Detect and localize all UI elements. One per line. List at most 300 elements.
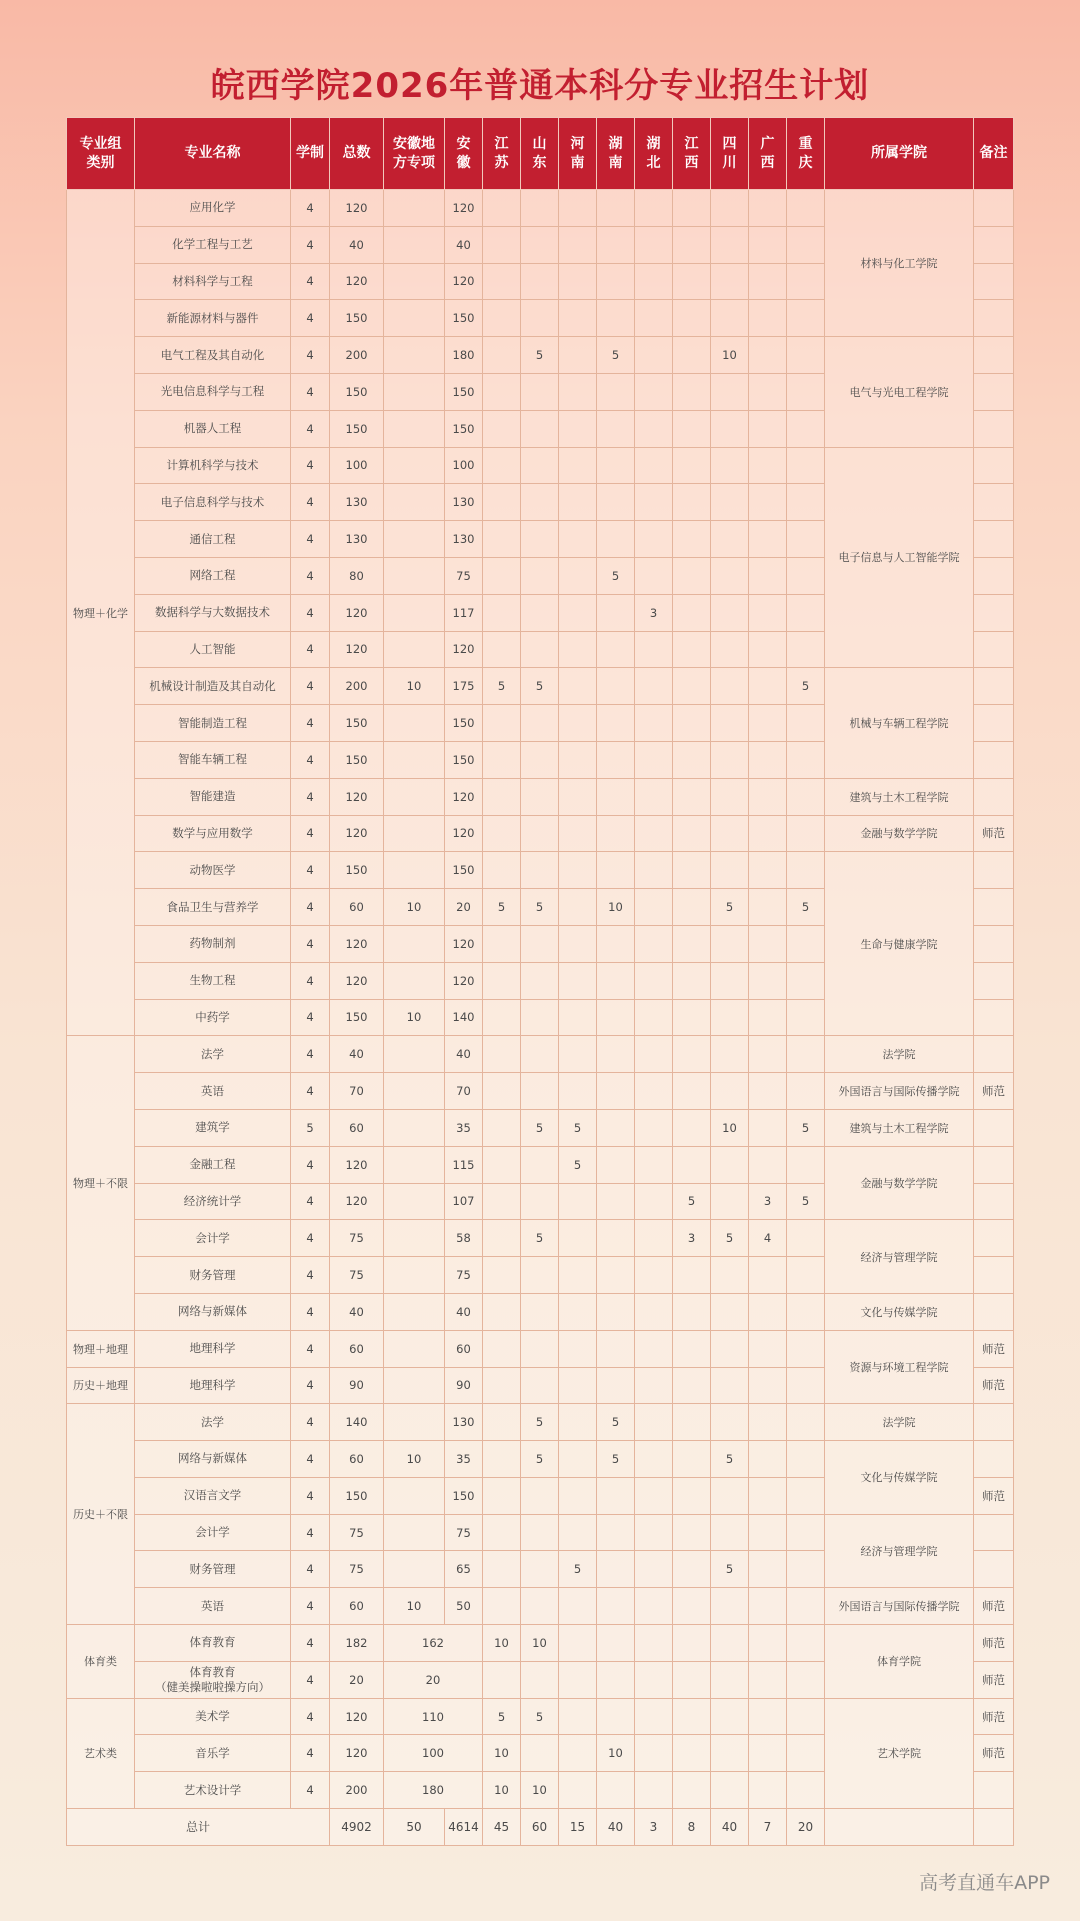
- province-quota-cell: [711, 741, 749, 778]
- province-quota-cell: [711, 1404, 749, 1441]
- totals-province: 15: [559, 1809, 597, 1846]
- province-quota-cell: [635, 1367, 673, 1404]
- province-quota-cell: [787, 1146, 825, 1183]
- table-row: [67, 1293, 1014, 1330]
- province-quota-cell: [635, 999, 673, 1036]
- totals-anhui: 4614: [445, 1809, 483, 1846]
- province-quota-cell: [483, 962, 521, 999]
- table-row: [67, 1146, 1014, 1183]
- note-cell: [974, 373, 1014, 410]
- province-quota-cell: [521, 226, 559, 263]
- province-quota-cell: [483, 815, 521, 852]
- province-quota-cell: [673, 1772, 711, 1809]
- table-row: [67, 1625, 1014, 1662]
- major-name-cell: 地理科学: [135, 1330, 291, 1367]
- anhui-cell: 150: [445, 1477, 483, 1514]
- province-quota-cell: [749, 962, 787, 999]
- totals-province: 60: [521, 1809, 559, 1846]
- province-quota-cell: [597, 1514, 635, 1551]
- province-quota-cell: 5: [559, 1109, 597, 1146]
- province-quota-cell: [521, 1183, 559, 1220]
- note-cell: [974, 1772, 1014, 1809]
- province-quota-cell: [635, 962, 673, 999]
- anhui-merged-cell: 162: [384, 1625, 483, 1662]
- province-quota-cell: [787, 447, 825, 484]
- note-cell: [974, 631, 1014, 668]
- province-quota-cell: [521, 1514, 559, 1551]
- anhui-cell: 150: [445, 852, 483, 889]
- watermark: 高考直通车APP: [919, 1872, 1050, 1894]
- province-quota-cell: [483, 1293, 521, 1330]
- province-quota-cell: [673, 410, 711, 447]
- province-quota-cell: [635, 889, 673, 926]
- province-quota-cell: [597, 962, 635, 999]
- province-quota-cell: [749, 410, 787, 447]
- header-province: 湖 北: [635, 118, 673, 190]
- province-quota-cell: 4: [749, 1220, 787, 1257]
- province-quota-cell: [597, 594, 635, 631]
- major-name-cell: 艺术设计学: [135, 1772, 291, 1809]
- anhui-cell: 107: [445, 1183, 483, 1220]
- note-cell: [974, 263, 1014, 300]
- province-quota-cell: [521, 815, 559, 852]
- province-quota-cell: [787, 300, 825, 337]
- province-quota-cell: [749, 1441, 787, 1478]
- total-cell: 200: [330, 1772, 384, 1809]
- province-quota-cell: [711, 1735, 749, 1772]
- total-cell: 200: [330, 668, 384, 705]
- province-quota-cell: 5: [521, 1404, 559, 1441]
- major-name-cell: 网络与新媒体: [135, 1441, 291, 1478]
- province-quota-cell: [787, 373, 825, 410]
- province-quota-cell: [711, 263, 749, 300]
- province-quota-cell: [673, 337, 711, 374]
- province-quota-cell: [483, 447, 521, 484]
- total-cell: 70: [330, 1073, 384, 1110]
- province-quota-cell: [673, 226, 711, 263]
- anhui-special-cell: [384, 1073, 445, 1110]
- years-cell: 4: [291, 1661, 330, 1698]
- total-cell: 40: [330, 1293, 384, 1330]
- province-quota-cell: [521, 557, 559, 594]
- anhui-special-cell: [384, 1404, 445, 1441]
- province-quota-cell: [521, 373, 559, 410]
- province-quota-cell: [673, 1146, 711, 1183]
- province-quota-cell: 5: [483, 668, 521, 705]
- province-quota-cell: [711, 705, 749, 742]
- province-quota-cell: [749, 1073, 787, 1110]
- province-quota-cell: [483, 1514, 521, 1551]
- province-quota-cell: [483, 1146, 521, 1183]
- header-province: 江 苏: [483, 118, 521, 190]
- province-quota-cell: [673, 1257, 711, 1294]
- major-name-cell: 建筑学: [135, 1109, 291, 1146]
- anhui-cell: 75: [445, 1257, 483, 1294]
- totals-total: 4902: [330, 1809, 384, 1846]
- total-cell: 75: [330, 1514, 384, 1551]
- province-quota-cell: [597, 1661, 635, 1698]
- anhui-special-cell: [384, 1477, 445, 1514]
- province-quota-cell: [559, 1330, 597, 1367]
- total-cell: 120: [330, 190, 384, 227]
- province-quota-cell: 5: [483, 1698, 521, 1735]
- province-quota-cell: [635, 190, 673, 227]
- province-quota-cell: [635, 1146, 673, 1183]
- province-quota-cell: [787, 521, 825, 558]
- province-quota-cell: [483, 190, 521, 227]
- major-name-cell: 通信工程: [135, 521, 291, 558]
- anhui-cell: 120: [445, 190, 483, 227]
- college-cell: 电子信息与人工智能学院: [825, 447, 974, 668]
- province-quota-cell: [749, 1293, 787, 1330]
- anhui-cell: 180: [445, 337, 483, 374]
- group-category-cell: 物理＋地理: [67, 1330, 135, 1367]
- college-cell: 外国语言与国际传播学院: [825, 1588, 974, 1625]
- note-cell: [974, 925, 1014, 962]
- major-name-cell: 电子信息科学与技术: [135, 484, 291, 521]
- province-quota-cell: [787, 631, 825, 668]
- province-quota-cell: [749, 594, 787, 631]
- province-quota-cell: [711, 373, 749, 410]
- province-quota-cell: [749, 1257, 787, 1294]
- years-cell: 4: [291, 1293, 330, 1330]
- anhui-cell: 100: [445, 447, 483, 484]
- years-cell: 4: [291, 705, 330, 742]
- years-cell: 4: [291, 999, 330, 1036]
- total-cell: 120: [330, 1183, 384, 1220]
- province-quota-cell: [521, 962, 559, 999]
- province-quota-cell: [521, 410, 559, 447]
- major-name-cell: 地理科学: [135, 1367, 291, 1404]
- province-quota-cell: [521, 1588, 559, 1625]
- note-cell: 师范: [974, 1625, 1014, 1662]
- province-quota-cell: [749, 999, 787, 1036]
- province-quota-cell: [521, 1735, 559, 1772]
- province-quota-cell: [749, 631, 787, 668]
- anhui-special-cell: [384, 337, 445, 374]
- totals-province: 8: [673, 1809, 711, 1846]
- years-cell: 4: [291, 1735, 330, 1772]
- province-quota-cell: [559, 852, 597, 889]
- anhui-special-cell: [384, 1220, 445, 1257]
- province-quota-cell: 5: [483, 889, 521, 926]
- province-quota-cell: [787, 741, 825, 778]
- province-quota-cell: [559, 1183, 597, 1220]
- table-row: [67, 778, 1014, 815]
- years-cell: 4: [291, 1330, 330, 1367]
- province-quota-cell: [749, 778, 787, 815]
- years-cell: 4: [291, 373, 330, 410]
- province-quota-cell: [597, 1698, 635, 1735]
- anhui-special-cell: [384, 1183, 445, 1220]
- province-quota-cell: [711, 1661, 749, 1698]
- anhui-cell: 175: [445, 668, 483, 705]
- total-cell: 140: [330, 1404, 384, 1441]
- province-quota-cell: [597, 484, 635, 521]
- note-cell: [974, 1036, 1014, 1073]
- province-quota-cell: [673, 705, 711, 742]
- province-quota-cell: [787, 1036, 825, 1073]
- province-quota-cell: [787, 190, 825, 227]
- years-cell: 4: [291, 1772, 330, 1809]
- anhui-special-cell: [384, 705, 445, 742]
- province-quota-cell: [635, 1404, 673, 1441]
- totals-college: [825, 1809, 974, 1846]
- province-quota-cell: [711, 1146, 749, 1183]
- years-cell: 4: [291, 1183, 330, 1220]
- anhui-merged-cell: 20: [384, 1661, 483, 1698]
- province-quota-cell: [597, 1073, 635, 1110]
- province-quota-cell: [673, 447, 711, 484]
- major-name-cell: 计算机科学与技术: [135, 447, 291, 484]
- province-quota-cell: [521, 741, 559, 778]
- college-cell: 文化与传媒学院: [825, 1441, 974, 1515]
- note-cell: [974, 741, 1014, 778]
- anhui-cell: 58: [445, 1220, 483, 1257]
- years-cell: 4: [291, 1477, 330, 1514]
- total-cell: 90: [330, 1367, 384, 1404]
- total-cell: 120: [330, 263, 384, 300]
- province-quota-cell: [749, 1661, 787, 1698]
- province-quota-cell: [483, 999, 521, 1036]
- province-quota-cell: [635, 1588, 673, 1625]
- note-cell: 师范: [974, 815, 1014, 852]
- province-quota-cell: [521, 925, 559, 962]
- group-category-cell: 艺术类: [67, 1698, 135, 1808]
- province-quota-cell: [635, 1477, 673, 1514]
- province-quota-cell: [787, 1735, 825, 1772]
- anhui-special-cell: [384, 778, 445, 815]
- province-quota-cell: 5: [787, 889, 825, 926]
- anhui-cell: 150: [445, 705, 483, 742]
- province-quota-cell: [787, 1772, 825, 1809]
- province-quota-cell: [559, 557, 597, 594]
- province-quota-cell: [559, 1367, 597, 1404]
- anhui-merged-cell: 180: [384, 1772, 483, 1809]
- header-province: 河 南: [559, 118, 597, 190]
- anhui-special-cell: [384, 300, 445, 337]
- province-quota-cell: [711, 852, 749, 889]
- province-quota-cell: [787, 962, 825, 999]
- province-quota-cell: [559, 1514, 597, 1551]
- province-quota-cell: 10: [711, 1109, 749, 1146]
- anhui-merged-cell: 110: [384, 1698, 483, 1735]
- anhui-cell: 150: [445, 410, 483, 447]
- province-quota-cell: [483, 1588, 521, 1625]
- province-quota-cell: [521, 778, 559, 815]
- header-province: 山 东: [521, 118, 559, 190]
- province-quota-cell: [521, 190, 559, 227]
- province-quota-cell: [711, 594, 749, 631]
- enrollment-plan-table: [66, 117, 1014, 1846]
- total-cell: 150: [330, 741, 384, 778]
- total-cell: 120: [330, 1735, 384, 1772]
- province-quota-cell: [559, 337, 597, 374]
- province-quota-cell: [787, 1330, 825, 1367]
- major-name-cell: 智能车辆工程: [135, 741, 291, 778]
- province-quota-cell: [597, 1477, 635, 1514]
- province-quota-cell: 5: [597, 1441, 635, 1478]
- anhui-cell: 35: [445, 1441, 483, 1478]
- province-quota-cell: [673, 1109, 711, 1146]
- anhui-special-cell: 10: [384, 889, 445, 926]
- province-quota-cell: [787, 1441, 825, 1478]
- table-row: [67, 1404, 1014, 1441]
- province-quota-cell: [635, 741, 673, 778]
- major-name-cell: 英语: [135, 1073, 291, 1110]
- note-cell: 师范: [974, 1073, 1014, 1110]
- anhui-cell: 120: [445, 263, 483, 300]
- province-quota-cell: [673, 1073, 711, 1110]
- province-quota-cell: 10: [521, 1625, 559, 1662]
- anhui-cell: 35: [445, 1109, 483, 1146]
- years-cell: 4: [291, 668, 330, 705]
- province-quota-cell: [711, 1514, 749, 1551]
- note-cell: [974, 1441, 1014, 1478]
- province-quota-cell: [597, 1109, 635, 1146]
- major-name-cell: 机械设计制造及其自动化: [135, 668, 291, 705]
- province-quota-cell: [711, 1698, 749, 1735]
- province-quota-cell: [521, 447, 559, 484]
- province-quota-cell: 5: [711, 1220, 749, 1257]
- province-quota-cell: [521, 1330, 559, 1367]
- note-cell: [974, 999, 1014, 1036]
- anhui-cell: 150: [445, 741, 483, 778]
- province-quota-cell: 5: [521, 1441, 559, 1478]
- total-cell: 60: [330, 1441, 384, 1478]
- province-quota-cell: [711, 925, 749, 962]
- province-quota-cell: [787, 594, 825, 631]
- province-quota-cell: [635, 668, 673, 705]
- province-quota-cell: [597, 631, 635, 668]
- province-quota-cell: [635, 1220, 673, 1257]
- total-cell: 60: [330, 1330, 384, 1367]
- province-quota-cell: [673, 263, 711, 300]
- province-quota-cell: [635, 1293, 673, 1330]
- header-years: 学制: [291, 118, 330, 190]
- province-quota-cell: [673, 373, 711, 410]
- province-quota-cell: 10: [521, 1772, 559, 1809]
- anhui-cell: 70: [445, 1073, 483, 1110]
- table-row: [67, 815, 1014, 852]
- major-name-cell: 法学: [135, 1036, 291, 1073]
- province-quota-cell: [597, 1625, 635, 1662]
- province-quota-cell: [673, 484, 711, 521]
- province-quota-cell: [749, 1588, 787, 1625]
- province-quota-cell: [749, 1109, 787, 1146]
- province-quota-cell: [749, 190, 787, 227]
- province-quota-cell: [711, 1588, 749, 1625]
- anhui-special-cell: [384, 1330, 445, 1367]
- province-quota-cell: [673, 1551, 711, 1588]
- anhui-cell: 117: [445, 594, 483, 631]
- college-cell: 资源与环境工程学院: [825, 1330, 974, 1404]
- province-quota-cell: [711, 1330, 749, 1367]
- province-quota-cell: [635, 1257, 673, 1294]
- province-quota-cell: [711, 521, 749, 558]
- province-quota-cell: [673, 1293, 711, 1330]
- province-quota-cell: [521, 1551, 559, 1588]
- province-quota-cell: [559, 1735, 597, 1772]
- years-cell: 4: [291, 447, 330, 484]
- province-quota-cell: [673, 815, 711, 852]
- province-quota-cell: [673, 300, 711, 337]
- province-quota-cell: [787, 1404, 825, 1441]
- province-quota-cell: [483, 300, 521, 337]
- anhui-special-cell: [384, 1367, 445, 1404]
- note-cell: [974, 1146, 1014, 1183]
- province-quota-cell: [559, 1404, 597, 1441]
- province-quota-cell: 5: [521, 1109, 559, 1146]
- province-quota-cell: [711, 190, 749, 227]
- total-cell: 120: [330, 962, 384, 999]
- province-quota-cell: [673, 925, 711, 962]
- province-quota-cell: [483, 1404, 521, 1441]
- anhui-cell: 150: [445, 373, 483, 410]
- anhui-special-cell: 10: [384, 668, 445, 705]
- anhui-cell: 130: [445, 484, 483, 521]
- table-row: [67, 1588, 1014, 1625]
- province-quota-cell: [521, 1073, 559, 1110]
- total-cell: 150: [330, 373, 384, 410]
- anhui-special-cell: [384, 190, 445, 227]
- province-quota-cell: [597, 1551, 635, 1588]
- anhui-cell: 40: [445, 226, 483, 263]
- anhui-special-cell: [384, 1036, 445, 1073]
- anhui-special-cell: 10: [384, 999, 445, 1036]
- province-quota-cell: [787, 557, 825, 594]
- province-quota-cell: [711, 778, 749, 815]
- total-cell: 120: [330, 925, 384, 962]
- years-cell: 4: [291, 1146, 330, 1183]
- province-quota-cell: [673, 1588, 711, 1625]
- college-cell: 金融与数学学院: [825, 1146, 974, 1220]
- province-quota-cell: [673, 1698, 711, 1735]
- anhui-special-cell: [384, 594, 445, 631]
- years-cell: 4: [291, 300, 330, 337]
- total-cell: 150: [330, 705, 384, 742]
- province-quota-cell: [521, 631, 559, 668]
- province-quota-cell: [749, 1625, 787, 1662]
- total-cell: 80: [330, 557, 384, 594]
- province-quota-cell: 5: [559, 1146, 597, 1183]
- major-name-cell: 食品卫生与营养学: [135, 889, 291, 926]
- college-cell: 建筑与土木工程学院: [825, 778, 974, 815]
- province-quota-cell: [635, 815, 673, 852]
- years-cell: 4: [291, 1257, 330, 1294]
- anhui-special-cell: [384, 447, 445, 484]
- major-name-cell: 会计学: [135, 1514, 291, 1551]
- province-quota-cell: [559, 1441, 597, 1478]
- anhui-special-cell: [384, 263, 445, 300]
- anhui-special-cell: [384, 925, 445, 962]
- province-quota-cell: 10: [483, 1625, 521, 1662]
- anhui-special-cell: [384, 226, 445, 263]
- province-quota-cell: [521, 521, 559, 558]
- college-cell: 法学院: [825, 1036, 974, 1073]
- anhui-cell: 75: [445, 1514, 483, 1551]
- note-cell: 师范: [974, 1330, 1014, 1367]
- major-name-cell: 化学工程与工艺: [135, 226, 291, 263]
- note-cell: 师范: [974, 1477, 1014, 1514]
- province-quota-cell: [559, 1257, 597, 1294]
- total-cell: 182: [330, 1625, 384, 1662]
- province-quota-cell: [559, 1293, 597, 1330]
- years-cell: 4: [291, 1036, 330, 1073]
- province-quota-cell: [787, 999, 825, 1036]
- province-quota-cell: [521, 1477, 559, 1514]
- header-province: 重 庆: [787, 118, 825, 190]
